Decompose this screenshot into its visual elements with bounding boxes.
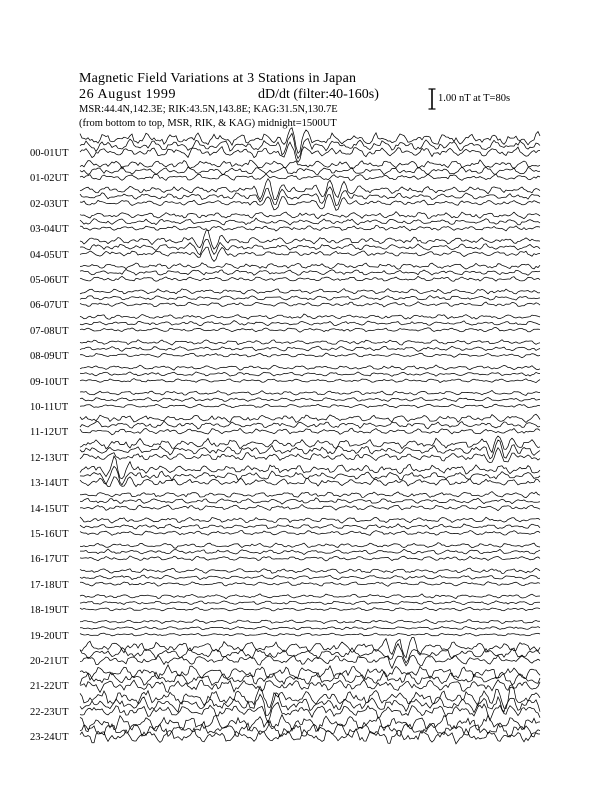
hour-label: 06-07UT	[30, 300, 69, 312]
trace-rik-15-16UT	[80, 524, 540, 529]
hour-label: 00-01UT	[30, 148, 69, 159]
trace-kag-00-01UT	[80, 142, 540, 162]
hour-label: 02-03UT	[30, 198, 69, 210]
trace-rik-10-11UT	[80, 398, 540, 402]
trace-kag-17-18UT	[80, 582, 540, 587]
trace-kag-18-19UT	[80, 607, 540, 611]
hour-label: 01-02UT	[30, 173, 69, 185]
trace-kag-23-24UT	[80, 728, 540, 744]
trace-rik-14-15UT	[80, 498, 540, 504]
trace-msr-03-04UT	[80, 212, 540, 219]
hour-label: 04-05UT	[30, 249, 69, 261]
trace-rik-09-10UT	[80, 372, 540, 376]
trace-msr-08-09UT	[80, 340, 540, 345]
hour-label: 14-15UT	[30, 503, 69, 515]
trace-kag-07-08UT	[80, 328, 540, 333]
hour-label: 19-20UT	[30, 630, 69, 642]
hour-label: 23-24UT	[30, 732, 69, 744]
hour-label: 03-04UT	[30, 224, 69, 236]
hour-label: 15-16UT	[30, 529, 69, 540]
hour-label: 16-17UT	[30, 554, 69, 566]
trace-msr-22-23UT	[80, 686, 540, 708]
trace-msr-10-11UT	[80, 391, 540, 396]
trace-msr-00-01UT	[80, 128, 540, 154]
trace-kag-15-16UT	[80, 530, 540, 535]
trace-rik-06-07UT	[80, 296, 540, 301]
trace-rik-01-02UT	[80, 167, 540, 175]
order-label: (from bottom to top, MSR, RIK, & KAG) midnight=1500UT	[79, 118, 337, 129]
hour-label: 22-23UT	[30, 706, 69, 718]
trace-kag-06-07UT	[80, 302, 540, 307]
filter-label: dD/dt (filter:40-160s)	[258, 87, 379, 102]
trace-msr-07-08UT	[80, 314, 540, 319]
trace-rik-16-17UT	[80, 549, 540, 555]
trace-msr-15-16UT	[80, 517, 540, 523]
trace-rik-12-13UT	[80, 440, 540, 459]
hour-label: 13-14UT	[30, 478, 69, 490]
trace-rik-11-12UT	[80, 421, 540, 429]
trace-kag-10-11UT	[80, 404, 540, 408]
trace-rik-17-18UT	[80, 575, 540, 580]
trace-kag-01-02UT	[80, 174, 540, 180]
trace-kag-09-10UT	[80, 379, 540, 383]
hour-label: 18-19UT	[30, 605, 69, 617]
trace-kag-04-05UT	[80, 247, 540, 261]
hour-label: 07-08UT	[30, 325, 69, 337]
hour-label: 17-18UT	[30, 579, 69, 591]
trace-msr-11-12UT	[80, 414, 540, 422]
chart-title: Magnetic Field Variations at 3 Stations in Japan	[79, 71, 357, 86]
trace-rik-07-08UT	[80, 321, 540, 326]
trace-kag-13-14UT	[80, 477, 540, 487]
hour-label: 08-09UT	[30, 351, 69, 363]
hour-label: 21-22UT	[30, 681, 69, 693]
trace-kag-16-17UT	[80, 556, 540, 561]
trace-rik-08-09UT	[80, 346, 540, 351]
trace-msr-21-22UT	[80, 665, 540, 680]
hour-label: 05-06UT	[30, 275, 69, 286]
trace-kag-03-04UT	[80, 225, 540, 231]
trace-rik-19-20UT	[80, 627, 540, 630]
trace-msr-01-02UT	[80, 160, 540, 169]
trace-msr-14-15UT	[80, 492, 540, 498]
trace-msr-16-17UT	[80, 543, 540, 549]
trace-rik-03-04UT	[80, 218, 540, 225]
hour-label: 10-11UT	[30, 402, 69, 413]
trace-kag-05-06UT	[80, 276, 540, 281]
date-label: 26 August 1999	[79, 87, 177, 102]
trace-rik-18-19UT	[80, 601, 540, 605]
trace-kag-02-03UT	[80, 195, 540, 211]
trace-msr-20-21UT	[80, 637, 540, 657]
trace-kag-14-15UT	[80, 505, 540, 511]
trace-msr-06-07UT	[80, 289, 540, 294]
hour-label: 12-13UT	[30, 452, 69, 464]
trace-msr-18-19UT	[80, 594, 540, 599]
trace-msr-19-20UT	[80, 620, 540, 624]
trace-kag-20-21UT	[80, 655, 540, 668]
stations-label: MSR:44.4N,142.3E; RIK:43.5N,143.8E; KAG:31.5N,130.7E	[79, 104, 338, 115]
scale-label: 1.00 nT at T=80s	[438, 93, 511, 104]
hour-label: 09-10UT	[30, 376, 69, 388]
hour-label: 20-21UT	[30, 656, 69, 667]
trace-kag-08-09UT	[80, 353, 540, 358]
hour-label: 11-12UT	[30, 427, 69, 439]
trace-msr-05-06UT	[80, 263, 540, 269]
trace-kag-19-20UT	[80, 633, 540, 636]
trace-kag-11-12UT	[80, 428, 540, 435]
trace-msr-17-18UT	[80, 568, 540, 573]
trace-rik-05-06UT	[80, 269, 540, 275]
trace-msr-02-03UT	[80, 179, 540, 200]
trace-msr-09-10UT	[80, 365, 540, 370]
